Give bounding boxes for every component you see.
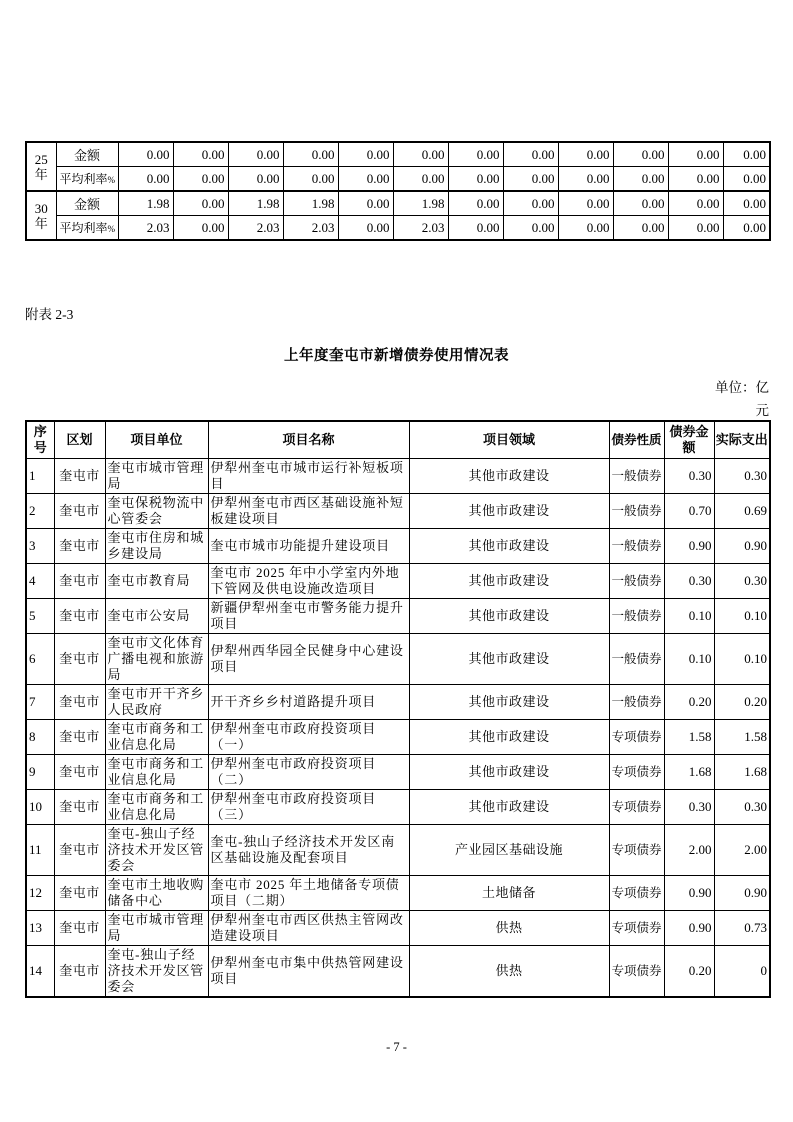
seq-cell: 11	[26, 825, 54, 876]
bond-type-cell: 一般债券	[609, 459, 664, 494]
bond-amount-cell: 0.70	[664, 494, 714, 529]
col-header-district: 区划	[54, 421, 105, 459]
unit-cell: 奎屯市城市管理局	[105, 459, 208, 494]
actual-expense-cell: 1.58	[714, 720, 770, 755]
unit-cell: 奎屯市住房和城乡建设局	[105, 529, 208, 564]
bond-amount-cell: 0.30	[664, 790, 714, 825]
project-name-cell: 伊犁州奎屯市政府投资项目（一）	[208, 720, 409, 755]
value-cell: 2.03	[283, 216, 338, 241]
project-name-cell: 伊犁州奎屯市集中供热管网建设项目	[208, 946, 409, 998]
unit-cell: 奎屯市城市管理局	[105, 911, 208, 946]
value-cell: 0.00	[173, 167, 228, 192]
project-name-cell: 奎屯市 2025 年中小学室内外地下管网及供电设施改造项目	[208, 564, 409, 599]
unit-cell: 奎屯保税物流中心管委会	[105, 494, 208, 529]
bond-usage-row	[26, 720, 770, 755]
unit-cell: 奎屯市公安局	[105, 599, 208, 634]
value-cell: 0.00	[448, 167, 503, 192]
value-cell: 0.00	[723, 167, 770, 192]
value-cell: 0.00	[723, 142, 770, 167]
seq-cell: 3	[26, 529, 54, 564]
value-cell: 0.00	[558, 216, 613, 241]
value-cell: 0.00	[393, 142, 448, 167]
project-field-cell: 供热	[409, 911, 609, 946]
bond-type-cell: 一般债券	[609, 529, 664, 564]
project-name-cell: 伊犁州奎屯市城市运行补短板项目	[208, 459, 409, 494]
seq-cell: 4	[26, 564, 54, 599]
col-header-project-name: 项目名称	[208, 421, 409, 459]
bond-amount-cell: 0.10	[664, 599, 714, 634]
bond-amount-cell: 0.90	[664, 876, 714, 911]
bond-usage-row	[26, 825, 770, 876]
bond-usage-row	[26, 911, 770, 946]
maturity-period-label: 25 年	[26, 142, 56, 191]
unit-cell: 奎屯-独山子经济技术开发区管委会	[105, 946, 208, 998]
maturity-table-row	[26, 142, 770, 167]
value-cell: 2.03	[393, 216, 448, 241]
bond-type-cell: 专项债券	[609, 946, 664, 998]
value-cell: 0.00	[228, 142, 283, 167]
bond-type-cell: 专项债券	[609, 911, 664, 946]
unit-cell: 奎屯市商务和工业信息化局	[105, 720, 208, 755]
district-cell: 奎屯市	[54, 529, 105, 564]
bond-usage-row	[26, 946, 770, 998]
project-field-cell: 其他市政建设	[409, 790, 609, 825]
bond-usage-row	[26, 494, 770, 529]
value-cell: 0.00	[503, 216, 558, 241]
maturity-table-row	[26, 216, 770, 241]
value-cell: 1.98	[228, 191, 283, 216]
bond-usage-row	[26, 529, 770, 564]
value-cell: 0.00	[283, 142, 338, 167]
seq-cell: 10	[26, 790, 54, 825]
value-cell: 0.00	[393, 167, 448, 192]
bond-amount-cell: 0.10	[664, 634, 714, 685]
project-name-cell: 伊犁州奎屯市西区供热主管网改造建设项目	[208, 911, 409, 946]
value-cell: 0.00	[558, 167, 613, 192]
district-cell: 奎屯市	[54, 685, 105, 720]
actual-expense-cell: 1.68	[714, 755, 770, 790]
value-cell: 1.98	[118, 191, 173, 216]
value-cell: 0.00	[723, 216, 770, 241]
district-cell: 奎屯市	[54, 634, 105, 685]
project-name-cell: 奎屯-独山子经济技术开发区南区基础设施及配套项目	[208, 825, 409, 876]
value-cell: 0.00	[668, 216, 723, 241]
bond-type-cell: 一般债券	[609, 494, 664, 529]
bond-usage-table	[25, 420, 771, 998]
page-number: - 7 -	[386, 1040, 407, 1054]
value-cell: 0.00	[173, 191, 228, 216]
bond-amount-cell: 2.00	[664, 825, 714, 876]
actual-expense-cell: 0.10	[714, 634, 770, 685]
actual-expense-cell: 0.30	[714, 564, 770, 599]
district-cell: 奎屯市	[54, 599, 105, 634]
project-field-cell: 其他市政建设	[409, 720, 609, 755]
value-cell: 2.03	[118, 216, 173, 241]
actual-expense-cell: 0.69	[714, 494, 770, 529]
unit-note	[715, 376, 769, 422]
value-cell: 0.00	[668, 191, 723, 216]
unit-note-line1: 单位：亿	[715, 380, 769, 395]
seq-cell: 9	[26, 755, 54, 790]
seq-cell: 2	[26, 494, 54, 529]
unit-cell: 奎屯市教育局	[105, 564, 208, 599]
bond-amount-cell: 0.20	[664, 685, 714, 720]
bond-usage-row	[26, 459, 770, 494]
bond-amount-cell: 0.90	[664, 529, 714, 564]
value-cell: 0.00	[668, 167, 723, 192]
value-cell: 0.00	[338, 167, 393, 192]
col-header-unit: 项目单位	[105, 421, 208, 459]
value-cell: 1.98	[283, 191, 338, 216]
value-cell: 0.00	[503, 191, 558, 216]
value-cell: 0.00	[558, 142, 613, 167]
project-field-cell: 供热	[409, 946, 609, 998]
district-cell: 奎屯市	[54, 825, 105, 876]
bond-amount-cell: 0.30	[664, 459, 714, 494]
value-cell: 0.00	[338, 216, 393, 241]
bond-type-cell: 专项债券	[609, 876, 664, 911]
district-cell: 奎屯市	[54, 755, 105, 790]
unit-cell: 奎屯-独山子经济技术开发区管委会	[105, 825, 208, 876]
value-cell: 1.98	[393, 191, 448, 216]
actual-expense-cell: 0.10	[714, 599, 770, 634]
project-field-cell: 产业园区基础设施	[409, 825, 609, 876]
unit-cell: 奎屯市文化体育广播电视和旅游局	[105, 634, 208, 685]
value-cell: 0.00	[613, 142, 668, 167]
value-cell: 0.00	[613, 167, 668, 192]
metric-label: 平均利率%	[56, 167, 118, 192]
bond-amount-cell: 1.58	[664, 720, 714, 755]
project-field-cell: 土地储备	[409, 876, 609, 911]
bond-usage-row	[26, 634, 770, 685]
unit-cell: 奎屯市土地收购储备中心	[105, 876, 208, 911]
bond-amount-cell: 0.20	[664, 946, 714, 998]
metric-label: 金额	[56, 191, 118, 216]
value-cell: 0.00	[448, 142, 503, 167]
unit-cell: 奎屯市商务和工业信息化局	[105, 790, 208, 825]
bond-type-cell: 专项债券	[609, 790, 664, 825]
district-cell: 奎屯市	[54, 790, 105, 825]
project-name-cell: 奎屯市城市功能提升建设项目	[208, 529, 409, 564]
seq-cell: 1	[26, 459, 54, 494]
percent-sign: %	[107, 224, 116, 234]
page-title: 上年度奎屯市新增债券使用情况表	[284, 348, 509, 364]
value-cell: 0.00	[448, 191, 503, 216]
unit-cell: 奎屯市商务和工业信息化局	[105, 755, 208, 790]
value-cell: 0.00	[338, 191, 393, 216]
actual-expense-cell: 0.90	[714, 529, 770, 564]
project-field-cell: 其他市政建设	[409, 685, 609, 720]
bond-amount-cell: 1.68	[664, 755, 714, 790]
actual-expense-cell: 0.90	[714, 876, 770, 911]
project-field-cell: 其他市政建设	[409, 494, 609, 529]
project-name-cell: 伊犁州西华园全民健身中心建设项目	[208, 634, 409, 685]
project-name-cell: 伊犁州奎屯市政府投资项目（三）	[208, 790, 409, 825]
bond-amount-cell: 0.30	[664, 564, 714, 599]
project-field-cell: 其他市政建设	[409, 529, 609, 564]
bond-type-cell: 一般债券	[609, 634, 664, 685]
value-cell: 0.00	[228, 167, 283, 192]
value-cell: 0.00	[613, 191, 668, 216]
bond-usage-row	[26, 755, 770, 790]
district-cell: 奎屯市	[54, 946, 105, 998]
actual-expense-cell: 0.30	[714, 790, 770, 825]
project-field-cell: 其他市政建设	[409, 599, 609, 634]
value-cell: 0.00	[118, 142, 173, 167]
unit-cell: 奎屯市开干齐乡人民政府	[105, 685, 208, 720]
col-header-bond-amount: 债券金额	[664, 421, 714, 459]
bond-type-cell: 专项债券	[609, 825, 664, 876]
col-header-project-field: 项目领域	[409, 421, 609, 459]
project-name-cell: 奎屯市 2025 年土地储备专项债项目（二期）	[208, 876, 409, 911]
bond-type-cell: 一般债券	[609, 564, 664, 599]
seq-cell: 8	[26, 720, 54, 755]
seq-cell: 12	[26, 876, 54, 911]
actual-expense-cell: 0.30	[714, 459, 770, 494]
value-cell: 0.00	[668, 142, 723, 167]
value-cell: 0.00	[613, 216, 668, 241]
project-name-cell: 新疆伊犁州奎屯市警务能力提升项目	[208, 599, 409, 634]
bond-usage-row	[26, 790, 770, 825]
district-cell: 奎屯市	[54, 720, 105, 755]
metric-label: 平均利率%	[56, 216, 118, 241]
bond-type-cell: 专项债券	[609, 720, 664, 755]
maturity-table-row	[26, 167, 770, 192]
actual-expense-cell: 0.73	[714, 911, 770, 946]
project-name-cell: 伊犁州奎屯市西区基础设施补短板建设项目	[208, 494, 409, 529]
actual-expense-cell: 2.00	[714, 825, 770, 876]
value-cell: 0.00	[558, 191, 613, 216]
value-cell: 0.00	[503, 142, 558, 167]
maturity-period-label: 30 年	[26, 191, 56, 240]
project-field-cell: 其他市政建设	[409, 564, 609, 599]
table-header-row	[26, 421, 770, 459]
seq-cell: 5	[26, 599, 54, 634]
seq-cell: 6	[26, 634, 54, 685]
actual-expense-cell: 0	[714, 946, 770, 998]
bond-usage-row	[26, 564, 770, 599]
district-cell: 奎屯市	[54, 564, 105, 599]
unit-note-line2: 元	[755, 403, 769, 418]
project-field-cell: 其他市政建设	[409, 755, 609, 790]
bond-amount-cell: 0.90	[664, 911, 714, 946]
project-field-cell: 其他市政建设	[409, 459, 609, 494]
appendix-label: 附表 2-3	[25, 307, 74, 322]
district-cell: 奎屯市	[54, 911, 105, 946]
value-cell: 0.00	[173, 216, 228, 241]
district-cell: 奎屯市	[54, 459, 105, 494]
value-cell: 0.00	[448, 216, 503, 241]
district-cell: 奎屯市	[54, 876, 105, 911]
percent-sign: %	[107, 175, 116, 185]
maturity-rate-table	[25, 141, 771, 241]
value-cell: 0.00	[723, 191, 770, 216]
district-cell: 奎屯市	[54, 494, 105, 529]
maturity-table-row	[26, 191, 770, 216]
actual-expense-cell: 0.20	[714, 685, 770, 720]
value-cell: 0.00	[283, 167, 338, 192]
bond-type-cell: 一般债券	[609, 599, 664, 634]
project-field-cell: 其他市政建设	[409, 634, 609, 685]
value-cell: 0.00	[503, 167, 558, 192]
seq-cell: 14	[26, 946, 54, 998]
bond-usage-row	[26, 599, 770, 634]
value-cell: 0.00	[338, 142, 393, 167]
project-name-cell: 伊犁州奎屯市政府投资项目（二）	[208, 755, 409, 790]
value-cell: 0.00	[173, 142, 228, 167]
col-header-seq: 序号	[26, 421, 54, 459]
col-header-actual-expense: 实际支出	[714, 421, 770, 459]
seq-cell: 7	[26, 685, 54, 720]
bond-type-cell: 专项债券	[609, 755, 664, 790]
project-name-cell: 开干齐乡乡村道路提升项目	[208, 685, 409, 720]
bond-usage-row	[26, 685, 770, 720]
metric-label: 金额	[56, 142, 118, 167]
bond-type-cell: 一般债券	[609, 685, 664, 720]
value-cell: 0.00	[118, 167, 173, 192]
col-header-bond-type: 债券性质	[609, 421, 664, 459]
bond-usage-row	[26, 876, 770, 911]
value-cell: 2.03	[228, 216, 283, 241]
seq-cell: 13	[26, 911, 54, 946]
